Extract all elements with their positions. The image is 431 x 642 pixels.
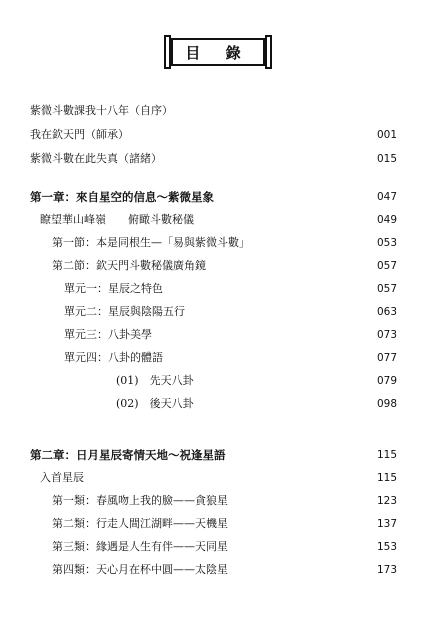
toc-entry: [0, 303, 431, 321]
title-text: 目 錄: [185, 43, 251, 62]
toc-entry: [0, 280, 431, 298]
entry-page: 153: [376, 541, 397, 553]
entry-page: 015: [376, 153, 397, 165]
entry-text: 入首星辰: [40, 471, 84, 484]
entry-text: 我在欽天門（師承）: [30, 128, 129, 141]
toc-entry: [0, 515, 431, 533]
toc-entry: [0, 234, 431, 252]
entry-page: 049: [376, 214, 397, 226]
entry-page: 063: [376, 306, 397, 318]
entry-page: 098: [376, 398, 397, 410]
toc-entry: [0, 538, 431, 556]
entry-page: 123: [376, 495, 397, 507]
chapter-entry: [0, 188, 431, 206]
chapter-text: 第二章：日月星辰寄情天地～祝逢星語: [30, 448, 226, 462]
page-title: [171, 38, 265, 66]
toc-entry: [0, 372, 431, 390]
entry-page: 057: [376, 260, 397, 272]
chapter-text: 第一章：來自星空的信息～紫微星象: [30, 190, 214, 204]
entry-text: 第四類：天心月在杯中圓——太陰星: [52, 563, 228, 576]
entry-text: 單元一：星辰之特色: [64, 282, 163, 295]
chapter-entry: [0, 446, 431, 464]
entry-text: 單元四：八卦的體語: [64, 351, 163, 364]
entry-text: 紫微斗數在此失真（諸緒）: [30, 152, 162, 165]
entry-page: 073: [376, 329, 397, 341]
entry-text: 第二類：行走人間江湖畔——天機星: [52, 517, 228, 530]
entry-text: (01) 先天八卦: [116, 374, 194, 387]
entry-page: 001: [376, 129, 397, 141]
entry-page: 057: [376, 283, 397, 295]
entry-text: (02) 後天八卦: [116, 397, 194, 410]
toc-entry: [0, 469, 431, 487]
toc-entry: [0, 561, 431, 579]
entry-text: 單元三：八卦美學: [64, 328, 152, 341]
entry-text: 第三類：緣遇是人生有伴——天同星: [52, 540, 228, 553]
toc-entry: [0, 492, 431, 510]
entry-page: 137: [376, 518, 397, 530]
toc-entry: [0, 257, 431, 275]
entry-page: 077: [376, 352, 397, 364]
entry-text: 瞭望華山峰嶺 俯瞰斗數秘儀: [40, 213, 194, 226]
toc-entry: [0, 126, 431, 144]
toc-entry: [0, 211, 431, 229]
entry-text: 第一類：春風吻上我的臉——貪狼星: [52, 494, 228, 507]
toc-entry: [0, 349, 431, 367]
entry-text: 紫微斗數課我十八年（自序）: [30, 104, 173, 117]
toc-entry: [0, 102, 431, 120]
entry-page: 115: [376, 472, 397, 484]
toc-entry: [0, 395, 431, 413]
toc-entry: [0, 150, 431, 168]
toc-entry: [0, 326, 431, 344]
entry-page: 047: [376, 191, 397, 203]
entry-text: 第二節：欽天門斗數秘儀廣角鏡: [52, 259, 206, 272]
entry-page: 053: [376, 237, 397, 249]
entry-page: 173: [376, 564, 397, 576]
entry-page: 115: [376, 449, 397, 461]
entry-text: 第一節：本是同根生—「易與紫微斗數」: [52, 236, 250, 249]
entry-page: 079: [376, 375, 397, 387]
entry-text: 單元二：星辰與陰陽五行: [64, 305, 185, 318]
